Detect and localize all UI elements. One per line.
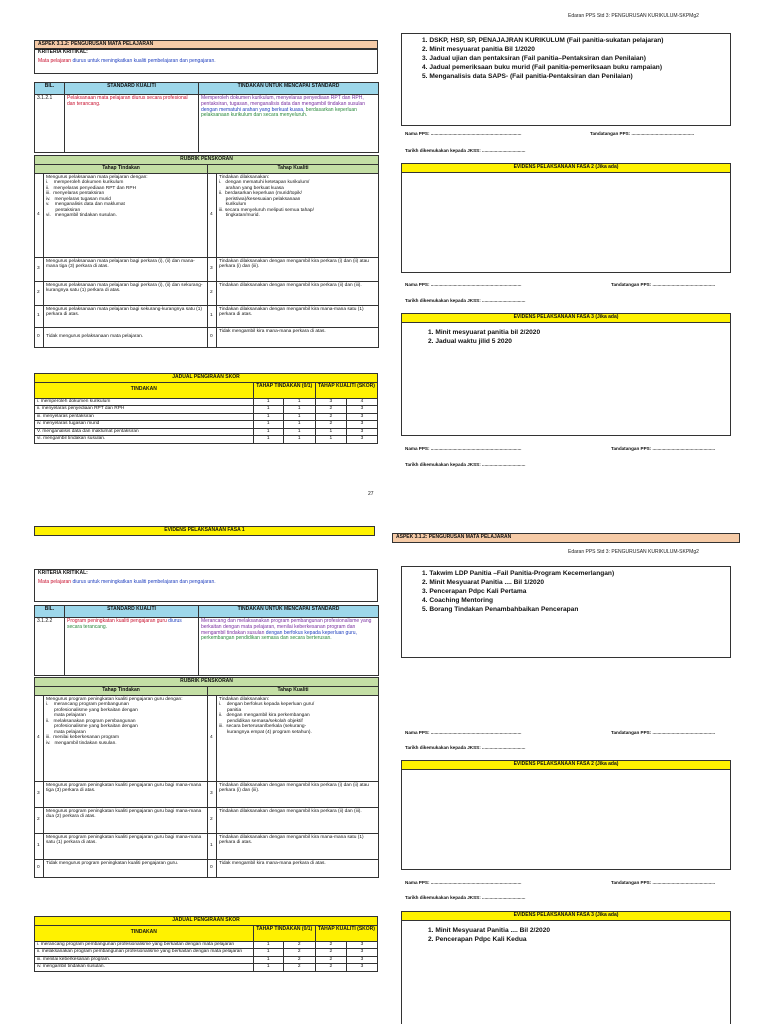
score-cell: 1 (253, 956, 283, 964)
fasa1-header: EVIDENS PELAKSANAAN FASA 1 (34, 526, 375, 536)
evidens-item: 3. Pencerapan Pdpc Kali Pertama (422, 587, 527, 595)
score-cell: 3 (346, 964, 377, 972)
evidens-item: 2. Minit Mesyuarat Panitia .... Bil 1/2020 (422, 578, 545, 586)
kriteria-blue: untuk meningkatkan kualiti pembelajaran dan pengajaran. (87, 57, 216, 64)
score-4: 4 (208, 695, 217, 781)
score-2: 2 (35, 281, 44, 305)
score-row-label: iv. mengambil tindakan susulan. (35, 964, 254, 972)
score-1: 1 (35, 833, 44, 859)
jt-tahap-tindakan: TAHAP TINDAKAN (0/1) (253, 382, 315, 398)
score-cell: 1 (253, 406, 283, 414)
page-28 (0, 512, 768, 1024)
score-4: 4 (208, 173, 217, 257)
score-cell: 3 (346, 413, 377, 421)
fasa3-header: EVIDENS PELAKSANAAN FASA 3 (Jika ada) (402, 314, 730, 323)
fasa3-list (402, 921, 730, 951)
rubric-1-right: Tindakan dilaksanakan dengan mengambil kira mana-mana satu (1) perkara di atas. (217, 833, 379, 859)
score-row-label: iv. menyelaras tugasan murid (35, 421, 254, 429)
rubric-0-left: Tidak mengurus pelaksanaan mata pelajaran. (44, 327, 208, 347)
score-row-label: V. menganalisis data dan maklumat pentaksiran (35, 428, 254, 436)
jt-tindakan: TINDAKAN (35, 382, 254, 398)
score-row (35, 421, 378, 429)
standard-table (34, 605, 379, 676)
score-cell: 1 (253, 964, 283, 972)
score-3: 3 (35, 781, 44, 807)
score-row (35, 956, 378, 964)
rubric-2-right: Tindakan dilaksanakan dengan mengambil kira perkara (ii) dan (iii). (217, 807, 379, 833)
score-row (35, 964, 378, 972)
jt-tahap-kualiti: TAHAP KUALITI (SKOR) (315, 382, 377, 398)
nama-pps: Nama PPS: ....................................................................... (405, 880, 522, 885)
col-tindakan: TINDAKAN UNTUK MENCAPAI STANDARD (199, 606, 379, 618)
evidens-list (422, 37, 710, 81)
kriteria-box (34, 569, 378, 602)
score-3: 3 (208, 781, 217, 807)
score-cell: 1 (253, 436, 283, 444)
kriteria-red: Mata pelajaran (38, 57, 72, 64)
kriteria-label: KRITERIA KRITIKAL: (38, 570, 88, 576)
tahap-kualiti-header: Tahap Kualiti (208, 164, 379, 173)
score-cell: 3 (346, 949, 377, 957)
rubric-3-right: Tindakan dilaksanakan dengan mengambil kira perkara (i) dan (ii) atau perkara (i) dan (iii). (217, 257, 379, 281)
rubric-2-left: Mengurus pelaksanaan mata pelajaran bagi perkara (i), (ii) dan sekurang-kurangnya satu (1) perkara di atas. (44, 281, 208, 305)
score-0: 0 (35, 327, 44, 347)
score-cell: 2 (283, 956, 315, 964)
tind-blue: dengan berfokus kepada keperluan guru, (264, 629, 357, 636)
score-cell: 1 (253, 949, 283, 957)
evidens-item: 2. Jadual waktu jilid 5 2020 (428, 337, 512, 345)
evidens-item: 4. Coaching Mentoring (422, 596, 494, 604)
rubrik-table (34, 155, 379, 348)
score-cell: 2 (283, 949, 315, 957)
page-header: Edaran PPS Std 3: PENGURUSAN KURIKULUM-SKPMg2 (568, 13, 699, 19)
kriteria-mid: diurus (71, 578, 88, 585)
fasa2-header: EVIDENS PELAKSANAAN FASA 2 (Jika ada) (402, 164, 730, 173)
col-standard: STANDARD KUALITI (65, 606, 199, 618)
tahap-tindakan-header: Tahap Tindakan (35, 164, 208, 173)
rubric-3-left: Mengurus program peningkatan kualiti pengajaran guru bagi mana-mana tiga (3) perkara di atas. (44, 781, 208, 807)
score-1: 1 (35, 305, 44, 327)
rubric-2-right: Tindakan dilaksanakan dengan mengambil kira perkara (ii) dan (iii). (217, 281, 379, 305)
tandatangan-pps: Tandatangan PPS: ................................................. (590, 131, 695, 136)
tandatangan-pps: Tandatangan PPS: ................................................. (611, 446, 716, 451)
rubric-2-left: Mengurus program peningkatan kualiti pengajaran guru bagi mana-mana dua (2) perkara di atas. (44, 807, 208, 833)
evidens-item: 1. Minit Mesyuarat Panitia .... Bil 2/2020 (428, 926, 551, 934)
score-cell: 1 (283, 428, 315, 436)
col-bil: BIL. (35, 83, 65, 95)
tarikh-jkss: Tarikh dikemukakan kepada JKSS: .................................. (405, 298, 526, 303)
score-row-label: vi. mengambil tindakan susulan. (35, 436, 254, 444)
std-red: Pelaksanaan mata pelajaran (67, 95, 131, 101)
score-cell: 3 (346, 436, 377, 444)
tind-green: berdasarkan keperluan pelaksanaan kurikulum dan secara menyeluruh. (201, 106, 357, 119)
rubric-4-right: Tindakan dilaksanakan: i. dengan mematuhi ketetapan kurikulum/ arahan yang berkuat kuasa ii. berdasarkan keperluan (murid/topik/ peristiwa)/kesesuaian pelaksanaan kurikulum iii. secara menyeluruh meliputi semua tahap/ tingkatan/murid. (217, 173, 379, 257)
std-rest: diurus secara profesional dan terancang. (67, 95, 188, 107)
kriteria-box (34, 48, 378, 74)
evidens-fasa1-box (401, 33, 731, 126)
evidens-fasa2-box (401, 163, 731, 273)
score-3: 3 (208, 257, 217, 281)
rubrik-header: RUBRIK PENSKORAN (35, 678, 379, 687)
score-cell: 2 (315, 949, 346, 957)
aspect-title: ASPEK 3.1.2: PENGURUSAN MATA PELAJARAN (34, 40, 378, 50)
evidens-item: 3. Jadual ujian dan pentaksiran (Fail panitia–Pentaksiran dan Penilaian) (422, 54, 646, 62)
score-row-label: iii. menyelaras pentaksiran (35, 413, 254, 421)
col-standard: STANDARD KUALITI (65, 83, 199, 95)
score-cell: 2 (315, 413, 346, 421)
rubric-4-left: Mengurus pelaksanaan mata pelajaran dengan: i. memperoleh dokumen kurikulum ii. menyelaras penyediaan RPT dan RPH iii. menyelaras pentaksiran iv. menyelaras tugasan murid v. menganalisis data dan maklumat pentaksiran vi. mengambil tindakan susulan. (44, 173, 208, 257)
jadual-header: JADUAL PENGIRAAN SKOR (35, 917, 378, 926)
kriteria-red: Mata pelajaran (38, 578, 72, 585)
rubric-1-left: Mengurus program peningkatan kualiti pengajaran guru bagi mana-mana satu (1) perkara di atas. (44, 833, 208, 859)
rubric-3-right: Tindakan dilaksanakan dengan mengambil kira perkara (i) dan (ii) atau perkara (i) dan (iii). (217, 781, 379, 807)
jadual-header: JADUAL PENGIRAAN SKOR (35, 374, 378, 383)
rubric-0-right: Tidak mengambil kira mana-mana perkara di atas. (217, 859, 379, 877)
score-row (35, 436, 378, 444)
score-cell: 1 (283, 398, 315, 406)
bil-value: 3.1.2.2 (35, 618, 65, 676)
score-cell: 1 (253, 413, 283, 421)
score-row-label: ii. melaksanakan program pembangunan profesionalisme yang berkaitan dengan mata pelajaran (35, 949, 254, 957)
col-bil: BIL. (35, 606, 65, 618)
tarikh-jkss: Tarikh dikemukakan kepada JKSS: .................................. (405, 745, 526, 750)
evidens-item: 4. Jadual pemeriksaan buku murid (Fail panitia-pemeriksaan buku rampaian) (422, 63, 663, 71)
standard-table (34, 82, 379, 153)
score-2: 2 (35, 807, 44, 833)
score-row-label: iii. menilai keberkesanan program. (35, 956, 254, 964)
score-cell: 2 (283, 964, 315, 972)
score-cell: 2 (315, 956, 346, 964)
score-cell: 1 (253, 398, 283, 406)
rubric-0-right: Tidak mengambil kira mana-mana perkara di atas. (217, 327, 379, 347)
score-2: 2 (208, 281, 217, 305)
kriteria-mid: diurus (71, 57, 88, 64)
score-4: 4 (35, 695, 44, 781)
score-1: 1 (208, 833, 217, 859)
score-cell: 1 (283, 421, 315, 429)
score-table (34, 373, 378, 444)
score-cell: 1 (253, 421, 283, 429)
score-cell: 3 (346, 941, 377, 949)
score-cell: 3 (346, 428, 377, 436)
evidens-fasa1-box (401, 566, 731, 658)
score-row-label: i. memperoleh dokumen kurikulum (35, 398, 254, 406)
score-cell: 1 (253, 941, 283, 949)
std-green: secara terancang. (67, 623, 108, 630)
evidens-item: 1. Minit mesyuarat panitia bil 2/2020 (428, 328, 541, 336)
score-0: 0 (208, 859, 217, 877)
score-cell: 1 (315, 436, 346, 444)
score-row-label: ii. menyelaras penyediaan RPT dan RPH (35, 406, 254, 414)
fasa3-list (402, 323, 730, 353)
tandatangan-pps: Tandatangan PPS: ................................................. (611, 730, 716, 735)
nama-pps: Nama PPS: ....................................................................... (405, 131, 522, 136)
evidens-item: 1. DSKP, HSP, SP, PENAJAJRAN KURIKULUM (Fail panitia-sukatan pelajaran) (422, 37, 664, 44)
evidens-item: 5. Menganalisis data SAPS- (Fail panitia-Pentaksiran dan Penilaian) (422, 72, 633, 80)
tind-purple: Merancang dan melaksanakan program pembangunan profesionalisme yang berkaitan dengan mata pelajaran, menilai keberkesanan program dan mengambil tindakan susulan (201, 618, 372, 636)
evidens-item: 1. Takwim LDP Panitia –Fail Panitia-Program Kecemerlangan) (422, 570, 615, 577)
score-cell: 1 (315, 428, 346, 436)
score-cell: 2 (315, 964, 346, 972)
jt-tahap-kualiti: TAHAP KUALITI (SKOR) (315, 925, 377, 941)
score-cell: 1 (283, 406, 315, 414)
col-tindakan: TINDAKAN UNTUK MENCAPAI STANDARD (199, 83, 379, 95)
tandatangan-pps: Tandatangan PPS: ................................................. (611, 282, 716, 287)
score-cell: 3 (346, 406, 377, 414)
evidens-item: 2. Pencerapan Pdpc Kali Kedua (428, 935, 527, 943)
rubrik-table (34, 677, 379, 878)
evidens-list (422, 570, 710, 614)
score-cell: 2 (315, 406, 346, 414)
tarikh-jkss: Tarikh dikemukakan kepada JKSS: .................................. (405, 462, 526, 467)
evidens-item: 5. Borang Tindakan Penambahbaikan Pencerapan (422, 605, 579, 613)
rubric-1-left: Mengurus pelaksanaan mata pelajaran bagi sekurang-kurangnya satu (1) perkara di atas. (44, 305, 208, 327)
rubric-1-right: Tindakan dilaksanakan dengan mengambil kira mana-mana satu (1) perkara di atas. (217, 305, 379, 327)
nama-pps: Nama PPS: ....................................................................... (405, 446, 522, 451)
page-number: 27 (368, 491, 374, 497)
score-cell: 2 (283, 941, 315, 949)
score-cell: 3 (346, 956, 377, 964)
page-header: Edaran PPS Std 3: PENGURUSAN KURIKULUM-SKPMg2 (568, 549, 699, 555)
score-4: 4 (35, 173, 44, 257)
tarikh-jkss: Tarikh dikemukakan kepada JKSS: .................................. (405, 895, 526, 900)
tind-blue: dengan mematuhi arahan yang berkuat kuasa, (201, 106, 306, 113)
fasa3-header: EVIDENS PELAKSANAAN FASA 3 (Jika ada) (402, 912, 730, 921)
score-cell: 1 (283, 436, 315, 444)
score-cell: 2 (315, 421, 346, 429)
tind-purple: Memperoleh dokumen kurikulum, menyelaras penyediaan RPT dan RPH, pentaksiran, tugasan, menganalisis data dan mengambil tindakan susulan (201, 95, 365, 107)
score-row (35, 413, 378, 421)
score-row (35, 428, 378, 436)
score-row (35, 406, 378, 414)
score-cell: 3 (346, 421, 377, 429)
score-2: 2 (208, 807, 217, 833)
score-0: 0 (35, 859, 44, 877)
score-row (35, 941, 378, 949)
tahap-tindakan-header: Tahap Tindakan (35, 686, 208, 695)
rubric-3-left: Mengurus pelaksanaan mata pelajaran bagi perkara (i), (ii) dan mana-mana tiga (3) perkara di atas. (44, 257, 208, 281)
score-table (34, 916, 378, 972)
rubric-0-left: Tidak mengurus program peningkatan kualiti pengajaran guru. (44, 859, 208, 877)
std-red: Program peningkatan kualiti pengajaran guru (67, 618, 167, 624)
rubric-4-left: Mengurus program peningkatan kualiti pengajaran guru dengan: i. merancang program pembangunan profesionalisme yang berkaitan dengan mata pelajaran ii. melaksanakan program pembangunan profesionalisme yang berkaitan dengan mata pelajaran iii. menilai keberkesanan program iv. mengambil tindakan susulan. (44, 695, 208, 781)
nama-pps: Nama PPS: ....................................................................... (405, 282, 522, 287)
score-cell: 4 (346, 398, 377, 406)
evidens-fasa3-box (401, 911, 731, 1024)
std-rest: diurus (166, 618, 182, 624)
score-cell: 1 (283, 413, 315, 421)
jt-tahap-tindakan: TAHAP TINDAKAN (0/1) (253, 925, 315, 941)
tandatangan-pps: Tandatangan PPS: ................................................. (611, 880, 716, 885)
kriteria-blue: untuk meningkatkan kualiti pembelajaran dan pengajaran. (87, 578, 216, 585)
evidens-fasa3-box (401, 313, 731, 436)
score-row-label: i. merancang program pembangunan profesionalisme yang berkaitan dengan mata pelajaran (35, 941, 254, 949)
fasa2-header: EVIDENS PELAKSANAAN FASA 2 (Jika ada) (402, 761, 730, 770)
tarikh-jkss: Tarikh dikemukakan kepada JKSS: .................................. (405, 148, 526, 153)
score-0: 0 (208, 327, 217, 347)
kriteria-label: KRITERIA KRITIKAL: (38, 49, 88, 55)
rubrik-header: RUBRIK PENSKORAN (35, 156, 379, 165)
score-row (35, 398, 378, 406)
score-3: 3 (35, 257, 44, 281)
score-1: 1 (208, 305, 217, 327)
score-cell: 2 (315, 941, 346, 949)
evidens-item: 2. Minit mesyuarat panitia Bil 1/2020 (422, 45, 535, 53)
score-row (35, 949, 378, 957)
tind-green: perkembangan pendidikan semasa dan secara berterusan. (201, 635, 332, 642)
jt-tindakan: TINDAKAN (35, 925, 254, 941)
score-cell: 3 (315, 398, 346, 406)
score-cell: 1 (253, 428, 283, 436)
rubric-4-right: Tindakan dilaksanakan: i. dengan berfokus kepada keperluan guru/ panitia ii. dengan mengambil kira perkembangan pendidikan semasa/sekolah objektif iii. secara berterusan/berkala (sekurang- kurangnya empat (4) program setahun). (217, 695, 379, 781)
bil-value: 3.1.2.1 (35, 95, 65, 153)
aspect-title-p2: ASPEK 3.1.2: PENGURUSAN MATA PELAJARAN (392, 533, 740, 543)
evidens-fasa2-box (401, 760, 731, 870)
tahap-kualiti-header: Tahap Kualiti (208, 686, 379, 695)
nama-pps: Nama PPS: ....................................................................... (405, 730, 522, 735)
